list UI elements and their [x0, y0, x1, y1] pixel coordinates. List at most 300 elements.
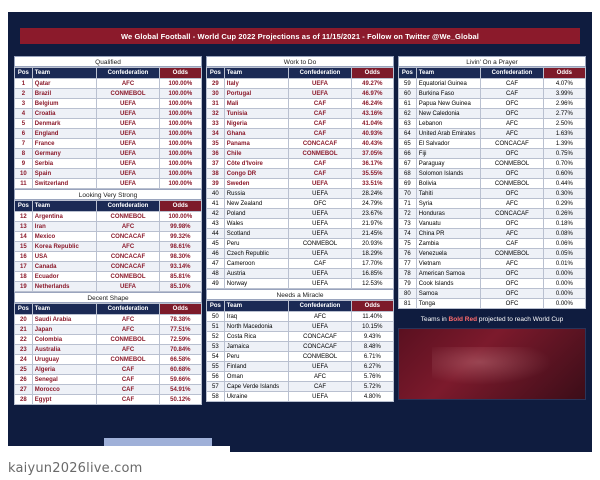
cell-odds: 5.76% — [351, 372, 393, 382]
cell-confederation: UEFA — [289, 89, 351, 99]
table-row — [15, 325, 202, 335]
cell-pos: 66 — [399, 149, 417, 159]
table-row — [399, 139, 586, 149]
cell-confederation: UEFA — [289, 209, 351, 219]
col-header-pos: Pos — [399, 68, 417, 79]
table-row — [15, 119, 202, 129]
cell-team: Australia — [32, 345, 97, 355]
col-header-team: Team — [224, 301, 289, 312]
table-row — [207, 109, 394, 119]
cell-confederation: CAF — [481, 79, 543, 89]
cell-pos: 58 — [207, 392, 225, 402]
cell-team: Spain — [32, 169, 97, 179]
cell-pos: 22 — [15, 335, 33, 345]
cell-pos: 76 — [399, 249, 417, 259]
cell-confederation: CONCACAF — [97, 232, 159, 242]
cell-pos: 75 — [399, 239, 417, 249]
cell-pos: 38 — [207, 169, 225, 179]
table-header-row — [207, 301, 394, 312]
table-row — [207, 342, 394, 352]
table-row — [207, 362, 394, 372]
table-row — [207, 169, 394, 179]
cell-confederation: CONCACAF — [97, 262, 159, 272]
table-row — [15, 159, 202, 169]
cell-team: Iraq — [224, 312, 289, 322]
cell-confederation: OFC — [481, 149, 543, 159]
col-header-pos: Pos — [15, 304, 33, 315]
cell-team: Peru — [224, 352, 289, 362]
cell-odds: 9.43% — [351, 332, 393, 342]
cell-confederation: UEFA — [97, 169, 159, 179]
cell-team: Congo DR — [224, 169, 289, 179]
cell-confederation: UEFA — [97, 282, 159, 292]
table-decent-shape — [14, 303, 202, 405]
cell-confederation: CAF — [289, 129, 351, 139]
table-row — [207, 89, 394, 99]
cell-odds: 99.98% — [159, 222, 201, 232]
work-to-do-rows — [207, 79, 394, 289]
table-row — [399, 179, 586, 189]
cell-odds: 24.79% — [351, 199, 393, 209]
cell-team: Saudi Arabia — [32, 315, 97, 325]
table-row — [207, 372, 394, 382]
cell-pos: 62 — [399, 109, 417, 119]
cell-odds: 2.96% — [543, 99, 585, 109]
cell-odds: 77.51% — [159, 325, 201, 335]
cell-team: Panama — [224, 139, 289, 149]
cell-pos: 46 — [207, 249, 225, 259]
cell-pos: 18 — [15, 272, 33, 282]
cell-pos: 13 — [15, 222, 33, 232]
cell-pos: 65 — [399, 139, 417, 149]
cell-pos: 55 — [207, 362, 225, 372]
cell-team: New Caledonia — [416, 109, 481, 119]
cell-team: Belgium — [32, 99, 97, 109]
cell-odds: 0.75% — [543, 149, 585, 159]
cell-odds: 93.14% — [159, 262, 201, 272]
cell-confederation: CONMEBOL — [97, 335, 159, 345]
cell-pos: 21 — [15, 325, 33, 335]
cell-odds: 33.51% — [351, 179, 393, 189]
cell-pos: 60 — [399, 89, 417, 99]
cell-odds: 28.24% — [351, 189, 393, 199]
cell-odds: 43.16% — [351, 109, 393, 119]
table-row — [207, 149, 394, 159]
table-header-row — [399, 68, 586, 79]
cell-odds: 20.93% — [351, 239, 393, 249]
table-needs-a-miracle — [206, 300, 394, 402]
table-row — [399, 169, 586, 179]
cell-odds: 46.97% — [351, 89, 393, 99]
cell-pos: 56 — [207, 372, 225, 382]
table-row — [399, 279, 586, 289]
cell-odds: 100.00% — [159, 119, 201, 129]
cell-confederation: CAF — [289, 159, 351, 169]
cell-odds: 100.00% — [159, 179, 201, 189]
cell-odds: 60.68% — [159, 365, 201, 375]
cell-odds: 100.00% — [159, 109, 201, 119]
cell-pos: 25 — [15, 365, 33, 375]
table-row — [399, 269, 586, 279]
cell-odds: 54.91% — [159, 385, 201, 395]
table-row — [207, 229, 394, 239]
cell-confederation: CAF — [289, 382, 351, 392]
cell-confederation: AFC — [97, 222, 159, 232]
cell-team: Japan — [32, 325, 97, 335]
cell-confederation: CAF — [289, 169, 351, 179]
table-row — [399, 89, 586, 99]
cell-pos: 67 — [399, 159, 417, 169]
cell-odds: 0.70% — [543, 159, 585, 169]
cell-team: Czech Republic — [224, 249, 289, 259]
cell-pos: 12 — [15, 212, 33, 222]
table-row — [15, 315, 202, 325]
cell-team: Austria — [224, 269, 289, 279]
table-row — [207, 99, 394, 109]
cell-pos: 16 — [15, 252, 33, 262]
table-row — [399, 199, 586, 209]
table-row — [15, 252, 202, 262]
cell-confederation: AFC — [97, 345, 159, 355]
cell-odds: 100.00% — [159, 159, 201, 169]
needs-a-miracle-rows — [207, 312, 394, 402]
cell-confederation: UEFA — [97, 149, 159, 159]
cell-team: Egypt — [32, 395, 97, 405]
cell-confederation: OFC — [481, 219, 543, 229]
cell-confederation: UEFA — [97, 109, 159, 119]
table-row — [207, 199, 394, 209]
cell-confederation: OFC — [481, 289, 543, 299]
table-row — [207, 159, 394, 169]
qualified-rows — [15, 79, 202, 189]
table-row — [15, 79, 202, 89]
table-row — [207, 239, 394, 249]
table-row — [15, 395, 202, 405]
table-very-strong — [14, 200, 202, 292]
cell-team: Syria — [416, 199, 481, 209]
cell-confederation: UEFA — [97, 139, 159, 149]
cell-team: Iran — [32, 222, 97, 232]
cell-pos: 69 — [399, 179, 417, 189]
cell-pos: 4 — [15, 109, 33, 119]
col-header-odds: Odds — [159, 304, 201, 315]
section-header-needs-a-miracle: Needs a Miracle — [206, 289, 394, 300]
cell-pos: 30 — [207, 89, 225, 99]
cell-confederation: UEFA — [97, 179, 159, 189]
cell-odds: 78.38% — [159, 315, 201, 325]
cell-team: Lebanon — [416, 119, 481, 129]
cell-team: Switzerland — [32, 179, 97, 189]
col-header-confederation: Confederation — [97, 201, 159, 212]
cell-odds: 40.43% — [351, 139, 393, 149]
cell-confederation: CONMEBOL — [97, 272, 159, 282]
table-work-to-do — [206, 67, 394, 289]
table-row — [15, 212, 202, 222]
cell-confederation: UEFA — [289, 322, 351, 332]
cell-team: Ukraine — [224, 392, 289, 402]
cell-odds: 0.05% — [543, 249, 585, 259]
cell-odds: 100.00% — [159, 99, 201, 109]
cell-confederation: AFC — [97, 79, 159, 89]
cell-confederation: CONCACAF — [481, 209, 543, 219]
cell-confederation: CONMEBOL — [481, 249, 543, 259]
cell-confederation: UEFA — [289, 229, 351, 239]
table-row — [399, 259, 586, 269]
cell-team: Finland — [224, 362, 289, 372]
cell-team: Cameroon — [224, 259, 289, 269]
table-row — [207, 179, 394, 189]
cell-pos: 19 — [15, 282, 33, 292]
cell-odds: 36.17% — [351, 159, 393, 169]
cell-odds: 0.00% — [543, 269, 585, 279]
cell-confederation: AFC — [481, 129, 543, 139]
table-row — [399, 159, 586, 169]
cell-odds: 0.00% — [543, 289, 585, 299]
watermark-text: kaiyun2026live.com — [8, 461, 143, 476]
table-row — [399, 209, 586, 219]
cell-confederation: UEFA — [97, 159, 159, 169]
cell-team: El Salvador — [416, 139, 481, 149]
table-row — [207, 392, 394, 402]
cell-odds: 0.26% — [543, 209, 585, 219]
legend-note-text: Teams in Bold Red projected to reach World Cup — [420, 316, 564, 323]
cell-odds: 100.00% — [159, 89, 201, 99]
table-row — [15, 262, 202, 272]
cell-odds: 0.18% — [543, 219, 585, 229]
cell-confederation: OFC — [481, 189, 543, 199]
table-row — [207, 129, 394, 139]
cell-team: Vanuatu — [416, 219, 481, 229]
cell-confederation: UEFA — [289, 269, 351, 279]
cell-confederation: CAF — [97, 385, 159, 395]
cell-team: Mali — [224, 99, 289, 109]
table-row — [207, 189, 394, 199]
cell-team: Uruguay — [32, 355, 97, 365]
cell-team: Tahiti — [416, 189, 481, 199]
cell-team: France — [32, 139, 97, 149]
cell-team: Denmark — [32, 119, 97, 129]
cell-confederation: OFC — [481, 269, 543, 279]
cell-confederation: CONMEBOL — [289, 149, 351, 159]
table-row — [15, 89, 202, 99]
cell-odds: 3.99% — [543, 89, 585, 99]
table-row — [399, 119, 586, 129]
cell-confederation: CAF — [97, 365, 159, 375]
cell-confederation: UEFA — [289, 219, 351, 229]
col-header-team: Team — [224, 68, 289, 79]
legend-note — [398, 315, 586, 324]
table-row — [207, 279, 394, 289]
cell-team: Papua New Guinea — [416, 99, 481, 109]
cell-confederation: CAF — [481, 239, 543, 249]
cell-team: Bolivia — [416, 179, 481, 189]
cell-odds: 59.66% — [159, 375, 201, 385]
cell-pos: 77 — [399, 259, 417, 269]
cell-team: Poland — [224, 209, 289, 219]
cell-odds: 8.48% — [351, 342, 393, 352]
cell-confederation: CONMEBOL — [289, 352, 351, 362]
table-row — [207, 139, 394, 149]
decent-shape-rows — [15, 315, 202, 405]
col-header-odds: Odds — [159, 201, 201, 212]
cell-pos: 63 — [399, 119, 417, 129]
col-header-pos: Pos — [207, 301, 225, 312]
cell-team: Scotland — [224, 229, 289, 239]
cell-confederation: CAF — [481, 89, 543, 99]
cell-odds: 72.59% — [159, 335, 201, 345]
cell-pos: 34 — [207, 129, 225, 139]
col-header-confederation: Confederation — [289, 68, 351, 79]
cell-confederation: AFC — [481, 229, 543, 239]
table-row — [207, 249, 394, 259]
cell-odds: 85.81% — [159, 272, 201, 282]
col-header-confederation: Confederation — [289, 301, 351, 312]
table-row — [207, 79, 394, 89]
middle-column — [206, 56, 394, 405]
cell-odds: 99.32% — [159, 232, 201, 242]
cell-confederation: CONMEBOL — [97, 89, 159, 99]
cell-odds: 6.27% — [351, 362, 393, 372]
cell-confederation: OFC — [481, 279, 543, 289]
col-header-odds: Odds — [159, 68, 201, 79]
table-row — [15, 345, 202, 355]
cell-confederation: AFC — [481, 119, 543, 129]
cell-confederation: OFC — [481, 299, 543, 309]
cell-pos: 45 — [207, 239, 225, 249]
cell-odds: 0.60% — [543, 169, 585, 179]
table-row — [207, 259, 394, 269]
cell-odds: 50.12% — [159, 395, 201, 405]
cell-pos: 72 — [399, 209, 417, 219]
cell-confederation: AFC — [481, 259, 543, 269]
col-header-odds: Odds — [543, 68, 585, 79]
cell-pos: 79 — [399, 279, 417, 289]
cell-confederation: UEFA — [289, 189, 351, 199]
cell-team: Germany — [32, 149, 97, 159]
cell-pos: 59 — [399, 79, 417, 89]
table-row — [207, 219, 394, 229]
table-header-row — [15, 68, 202, 79]
cell-pos: 14 — [15, 232, 33, 242]
cell-team: Algeria — [32, 365, 97, 375]
cell-odds: 100.00% — [159, 139, 201, 149]
cell-pos: 24 — [15, 355, 33, 365]
cell-confederation: UEFA — [97, 129, 159, 139]
cell-team: Wales — [224, 219, 289, 229]
cell-pos: 32 — [207, 109, 225, 119]
cell-odds: 11.40% — [351, 312, 393, 322]
cell-pos: 3 — [15, 99, 33, 109]
cell-pos: 37 — [207, 159, 225, 169]
cell-odds: 10.15% — [351, 322, 393, 332]
table-row — [15, 282, 202, 292]
cell-pos: 80 — [399, 289, 417, 299]
cell-odds: 35.55% — [351, 169, 393, 179]
cell-team: Nigeria — [224, 119, 289, 129]
cell-pos: 78 — [399, 269, 417, 279]
cell-pos: 71 — [399, 199, 417, 209]
table-row — [15, 335, 202, 345]
cell-pos: 74 — [399, 229, 417, 239]
col-header-confederation: Confederation — [481, 68, 543, 79]
col-header-pos: Pos — [15, 68, 33, 79]
cell-pos: 68 — [399, 169, 417, 179]
cell-confederation: UEFA — [289, 79, 351, 89]
cell-odds: 40.93% — [351, 129, 393, 139]
table-row — [15, 242, 202, 252]
cell-team: Serbia — [32, 159, 97, 169]
cell-pos: 40 — [207, 189, 225, 199]
cell-pos: 42 — [207, 209, 225, 219]
cell-confederation: UEFA — [289, 362, 351, 372]
cell-team: Vietnam — [416, 259, 481, 269]
page-title: We Global Football - World Cup 2022 Projections as of 11/15/2021 - Follow on Twitter @We_Global — [20, 28, 580, 44]
cell-team: Senegal — [32, 375, 97, 385]
cell-confederation: UEFA — [97, 119, 159, 129]
table-row — [207, 209, 394, 219]
table-row — [207, 322, 394, 332]
cell-pos: 20 — [15, 315, 33, 325]
cell-confederation: CONMEBOL — [481, 159, 543, 169]
cell-team: Portugal — [224, 89, 289, 99]
table-row — [399, 229, 586, 239]
col-header-odds: Odds — [351, 301, 393, 312]
cell-team: England — [32, 129, 97, 139]
table-row — [207, 352, 394, 362]
cell-team: Fiji — [416, 149, 481, 159]
cell-pos: 41 — [207, 199, 225, 209]
cell-pos: 11 — [15, 179, 33, 189]
cell-confederation: CONCACAF — [97, 252, 159, 262]
cell-team: Zambia — [416, 239, 481, 249]
table-row — [399, 219, 586, 229]
cell-pos: 51 — [207, 322, 225, 332]
cell-pos: 53 — [207, 342, 225, 352]
cell-odds: 12.53% — [351, 279, 393, 289]
cell-odds: 49.27% — [351, 79, 393, 89]
cell-pos: 54 — [207, 352, 225, 362]
col-header-odds: Odds — [351, 68, 393, 79]
cell-confederation: CONMEBOL — [481, 179, 543, 189]
table-row — [399, 109, 586, 119]
cell-pos: 7 — [15, 139, 33, 149]
cell-confederation: UEFA — [289, 392, 351, 402]
cell-odds: 2.50% — [543, 119, 585, 129]
table-row — [15, 99, 202, 109]
cell-team: Côte d'Ivoire — [224, 159, 289, 169]
cell-confederation: CONCACAF — [289, 139, 351, 149]
table-row — [399, 249, 586, 259]
table-row — [399, 149, 586, 159]
table-row — [15, 375, 202, 385]
cell-pos: 47 — [207, 259, 225, 269]
cell-pos: 48 — [207, 269, 225, 279]
cell-team: Korea Republic — [32, 242, 97, 252]
col-header-confederation: Confederation — [97, 304, 159, 315]
cell-pos: 29 — [207, 79, 225, 89]
cell-team: North Macedonia — [224, 322, 289, 332]
cell-odds: 0.06% — [543, 239, 585, 249]
table-row — [399, 289, 586, 299]
cell-odds: 21.45% — [351, 229, 393, 239]
cell-team: Ghana — [224, 129, 289, 139]
table-row — [207, 382, 394, 392]
table-row — [15, 179, 202, 189]
cell-team: Tunisia — [224, 109, 289, 119]
cell-pos: 31 — [207, 99, 225, 109]
cell-odds: 0.44% — [543, 179, 585, 189]
cell-pos: 35 — [207, 139, 225, 149]
